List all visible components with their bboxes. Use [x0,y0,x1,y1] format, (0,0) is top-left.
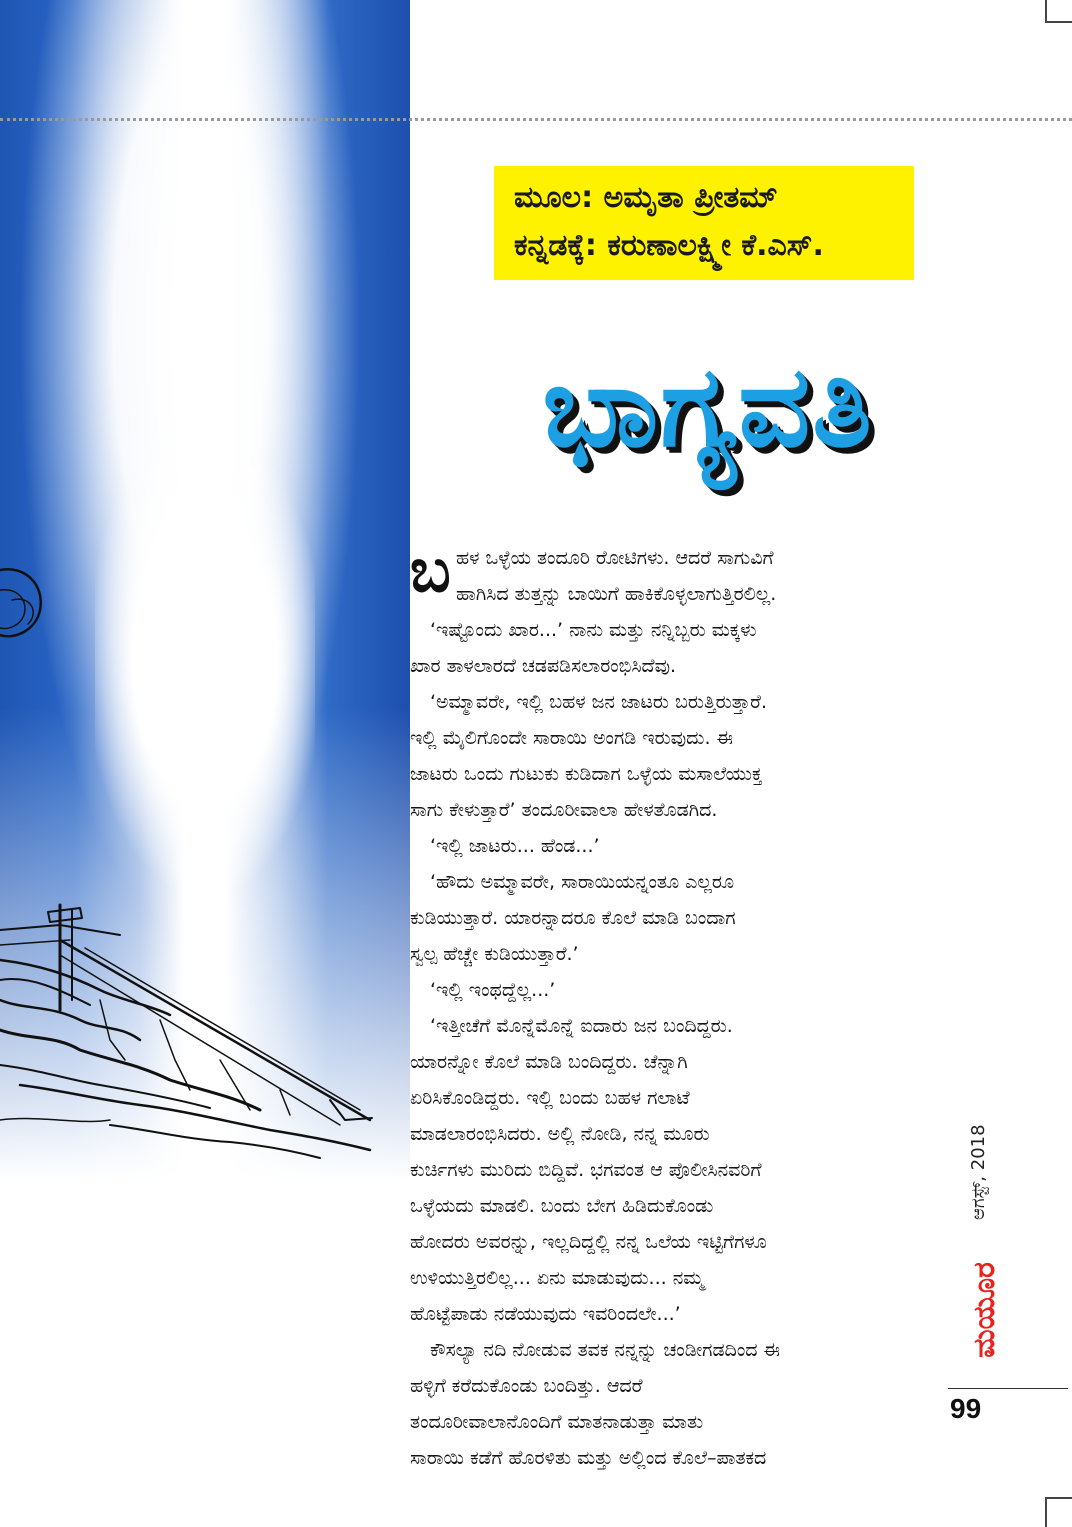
story-title: ಭಾಗ್ಯವತಿ [542,342,874,472]
body-line: ಹೋದರು ಅವರನ್ನು, ಇಲ್ಲದಿದ್ದಲ್ಲಿ ನನ್ನ ಒಲೆಯ ಇಟ್ಟಿಗೆಗಳೂ [410,1231,767,1253]
credit-box [494,166,914,280]
sketch-illustration [0,0,410,1525]
body-line: ಸಾರಾಯಿ ಕಡೆಗೆ ಹೊರಳಿತು ಮತ್ತು ಅಲ್ಲಿಂದ ಕೊಲೆ–ಪಾತಕದ [410,1447,767,1469]
body-line: ಖಾರ ತಾಳಲಾರದೆ ಚಡಪಡಿಸಲಾರಂಭಿಸಿದೆವು. [410,655,677,677]
dropcap-letter: ಬ [410,536,451,606]
body-line: ಹೊಟ್ಟೆಪಾಡು ನಡೆಯುವುದು ಇವರಿಂದಲೇ...’ [410,1303,681,1325]
body-line: ಹಾಗಿಸಿದ ತುತ್ತನ್ನು ಬಾಯಿಗೆ ಹಾಕಿಕೊಳ್ಳಲಾಗುತ್ತಿರಲಿಲ್ಲ. [456,583,777,605]
body-line: ಏರಿಸಿಕೊಂಡಿದ್ದರು. ಇಲ್ಲಿ ಬಂದು ಬಹಳ ಗಲಾಟೆ [410,1087,690,1109]
issue-date: ಆಗಸ್ಟ್, 2018 [968,1124,989,1220]
body-line: ‘ಅಮ್ಮಾವರೇ, ಇಲ್ಲಿ ಬಹಳ ಜನ ಜಾಟರು ಬರುತ್ತಿರುತ್ತಾರೆ. [430,691,767,713]
body-line: ‘ಇಲ್ಲಿ ಇಂಥದ್ದೆಲ್ಲ...’ [430,979,556,1001]
body-line: ಹಳ್ಳಿಗೆ ಕರೆದುಕೊಂಡು ಬಂದಿತ್ತು. ಆದರೆ [410,1375,643,1397]
original-author-credit: ಮೂಲ: ಅಮೃತಾ ಪ್ರೀತಮ್ [514,180,778,215]
body-line: ಕುರ್ಚಿಗಳು ಮುರಿದು ಬಿದ್ದಿವೆ. ಭಗವಂತ ಆ ಪೊಲೀಸಿನವರಿಗೆ [410,1159,762,1181]
body-line: ಸಾಗು ಕೇಳುತ್ತಾರೆ’ ತಂದೂರೀವಾಲಾ ಹೇಳತೊಡಗಿದ. [410,799,718,821]
crop-mark-top-right [1045,0,1072,23]
body-line: ‘ಇಷ್ಟೊಂದು ಖಾರ...’ ನಾನು ಮತ್ತು ನನ್ನಿಬ್ಬರು ಮಕ್ಕಳು [430,619,757,641]
folio-rule [948,1388,1068,1389]
body-line: ಕುಡಿಯುತ್ತಾರೆ. ಯಾರನ್ನಾದರೂ ಕೊಲೆ ಮಾಡಿ ಬಂದಾಗ [410,907,736,929]
body-line: ‘ಹೌದು ಅಮ್ಮಾವರೇ, ಸಾರಾಯಿಯನ್ನಂತೂ ಎಲ್ಲರೂ [430,871,735,893]
body-line: ಸ್ವಲ್ಪ ಹೆಚ್ಚೇ ಕುಡಿಯುತ್ತಾರೆ.’ [410,943,579,965]
body-line: ಹಳ ಒಳ್ಳೆಯ ತಂದೂರಿ ರೋಟಿಗಳು. ಆದರೆ ಸಾಗುವಿಗೆ [456,547,774,569]
body-line: ಯಾರನ್ನೋ ಕೊಲೆ ಮಾಡಿ ಬಂದಿದ್ದರು. ಚೆನ್ನಾಗಿ [410,1051,688,1073]
story-body [410,540,930,1476]
crop-mark-bottom-right [1045,1497,1072,1527]
illustration-panel [0,0,410,1525]
magazine-name: ಮಯೂರ [967,1262,1002,1358]
body-line: ಒಳ್ಳೆಯದು ಮಾಡಲಿ. ಬಂದು ಬೇಗ ಹಿಡಿದುಕೊಂಡು [410,1195,714,1217]
page-number: 99 [950,1393,982,1424]
dotted-divider [0,118,1072,121]
body-line: ಉಳಿಯುತ್ತಿರಲಿಲ್ಲ... ಏನು ಮಾಡುವುದು... ನಮ್ಮ [410,1267,704,1289]
body-line: ಜಾಟರು ಒಂದು ಗುಟುಕು ಕುಡಿದಾಗ ಒಳ್ಳೆಯ ಮಸಾಲೆಯುಕ್ತ [410,763,763,785]
body-line: ಕೌಸಲ್ಯಾ ನದಿ ನೋಡುವ ತವಕ ನನ್ನನ್ನು ಚಂಡೀಗಡದಿಂದ ಈ [430,1339,781,1361]
body-line: ಇಲ್ಲಿ ಮೈಲಿಗೊಂದೇ ಸಾರಾಯಿ ಅಂಗಡಿ ಇರುವುದು. ಈ [410,727,734,749]
body-line: ‘ಇಲ್ಲಿ ಜಾಟರು... ಹೆಂಡ...’ [430,835,600,857]
body-line: ‘ಇತ್ತೀಚೆಗೆ ಮೊನ್ನೆಮೊನ್ನೆ ಐದಾರು ಜನ ಬಂದಿದ್ದರು. [430,1015,733,1037]
translator-credit: ಕನ್ನಡಕ್ಕೆ: ಕರುಣಾಲಕ್ಷ್ಮೀ ಕೆ.ಎಸ್. [514,228,824,263]
body-line: ಮಾಡಲಾರಂಭಿಸಿದರು. ಅಲ್ಲಿ ನೋಡಿ, ನನ್ನ ಮೂರು [410,1123,710,1145]
body-line: ತಂದೂರೀವಾಲಾನೊಂದಿಗೆ ಮಾತನಾಡುತ್ತಾ ಮಾತು [410,1411,704,1433]
